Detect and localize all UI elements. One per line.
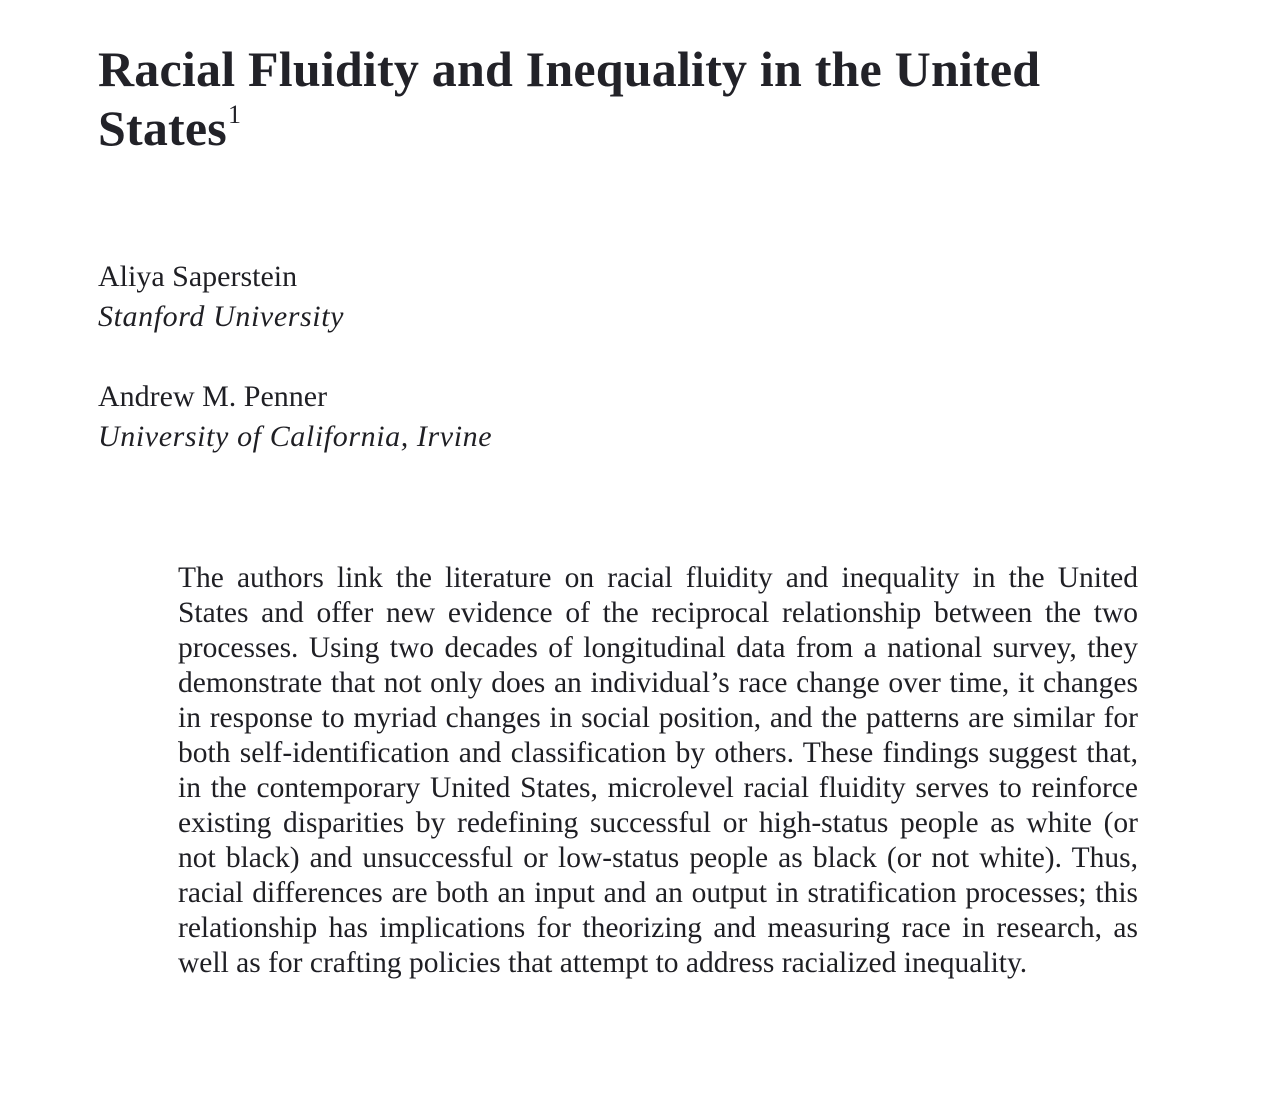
author-block-2 [98, 377, 798, 457]
author-affiliation: Stanford University [98, 300, 345, 333]
author-name: Andrew M. Penner [98, 380, 328, 413]
title-footnote-marker[interactable]: 1 [227, 100, 242, 129]
paper-title [98, 40, 1098, 166]
author-affiliation: University of California, Irvine [98, 420, 493, 453]
paper-title-text: Racial Fluidity and Inequality in the United States [98, 41, 1041, 156]
abstract: The authors link the literature on racial fluidity and inequality in the United States and offer new evidence of the reciprocal relationship between the two processes. Using two decades of longitudinal data from a national survey, they demonstrate that not only does an individual’s race change over time, it changes in response to myriad changes in social position, and the patterns are similar for both self-identification and classification by others. These findings suggest that, in the contemporary United States, microlevel racial fluidity serves to reinforce existing disparities by redefining successful or high-status people as white (or not black) and unsuccessful or low-status people as black (or not white). Thus, racial differences are both an input and an output in stratification processes; this relationship has implications for theorizing and measuring race in research, as well as for crafting policies that attempt to address racialized inequality. [178, 562, 1138, 979]
author-name: Aliya Saperstein [98, 260, 298, 293]
author-block-1 [98, 257, 798, 337]
